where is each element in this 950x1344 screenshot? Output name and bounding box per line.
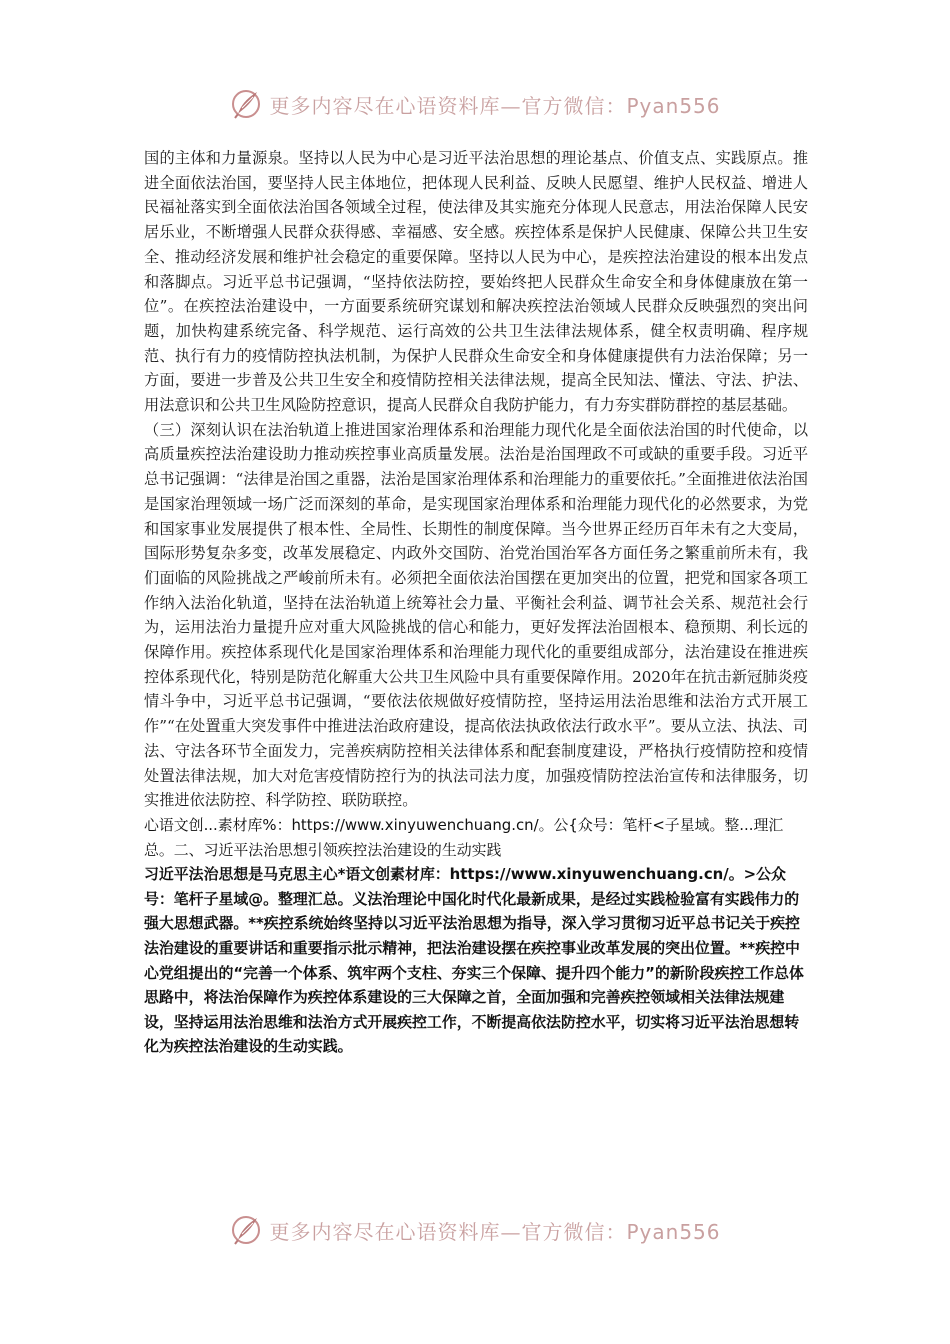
wechat-id: Pyan556: [626, 1219, 721, 1244]
header-watermark-banner: [0, 82, 950, 126]
pen-quill-logo-icon: [229, 1213, 263, 1247]
banner-text: 更多内容尽在心语资料库—官方微信：Pyan556: [269, 93, 721, 118]
watermark-section-heading: 心语文创...素材库%：https://www.xinyuwenchuang.cn/。公{众号：笔杆<子星域。整...理汇总。二、习近平法治思想引领疾控法治建设的生动实践: [144, 815, 784, 859]
paragraph-section-three: （三）深刻认识在法治轨道上推进国家治理体系和治理能力现代化是全面依法治国的时代使命，以高质量疾控法治建设助力推动疾控事业高质量发展。法治是治国理政不可或缺的重要手段。习近平总书记强调：“法律是治国之重器，法治是国家治理体系和治理能力的重要依托。”全面推进依法治国是国家治理领域一场广泛而深刻的革命，是实现国家治理体系和治理能力现代化的必然要求，为党和国家事业发展提供了根本性、全局性、长期性的制度保障。当今世界正经历百年未有之大变局，国际形势复杂多变，改革发展稳定、内政外交国防、治党治国治军各方面任务之繁重前所未有，我们面临的风险挑战之严峻前所未有。必须把全面依法治国摆在更加突出的位置，把党和国家各项工作纳入法治化轨道，坚持在法治轨道上统筹社会力量、平衡社会利益、调节社会关系、规范社会行为，运用法治力量提升应对重大风险挑战的信心和能力，更好发挥法治固根本、稳预期、利长远的保障作用。疾控体系现代化是国家治理体系和治理能力现代化的重要组成部分，法治建设在推进疾控体系现代化，特别是防范化解重大公共卫生风险中具有重要保障作用。2020年在抗击新冠肺炎疫情斗争中，习近平总书记强调，“要依法依规做好疫情防控，坚持运用法治思维和法治方式开展工作”“在处置重大突发事件中推进法治政府建设，提高依法执政依法行政水平”。要从立法、执法、司法、守法各环节全面发力，完善疾病防控相关法律体系和配套制度建设，严格执行疫情防控和疫情处置法律法规，加大对危害疫情防控行为的执法司法力度，加强疫情防控法治宣传和法律服务，切实推进依法防控、科学防控、联防联控。: [144, 420, 808, 810]
paragraph-people-centered: 国的主体和力量源泉。坚持以人民为中心是习近平法治思想的理论基点、价值支点、实践原点。推进全面依法治国，要坚持人民主体地位，把体现人民利益、反映人民愿望、维护人民权益、增进人民福祉落实到全面依法治国各领域全过程，使法律及其实施充分体现人民意志，用法治保障人民安居乐业，不断增强人民群众获得感、幸福感、安全感。疾控体系是保护人民健康、保障公共卫生安全、推动经济发展和维护社会稳定的重要保障。坚持以人民为中心，是疾控法治建设的根本出发点和落脚点。习近平总书记强调，“坚持依法防控，要始终把人民群众生命安全和身体健康放在第一位”。在疾控法治建设中，一方面要系统研究谋划和解决疾控法治领域人民群众反映强烈的突出问题，加快构建系统完备、科学规范、运行高效的公共卫生法律法规体系，健全权责明确、程序规范、执行有力的疫情防控执法机制，为保护人民群众生命安全和身体健康提供有力法治保障；另一方面，要进一步普及公共卫生安全和疫情防控相关法律法规，提高全民知法、懂法、守法、护法、用法意识和公共卫生风险防控意识，提高人民群众自我防护能力，有力夯实群防群控的基层基础。: [144, 149, 808, 415]
wechat-id: Pyan556: [626, 93, 721, 118]
pen-quill-logo-icon: [229, 87, 263, 121]
banner-text: 更多内容尽在心语资料库—官方微信：Pyan556: [269, 1219, 721, 1244]
document-body: [144, 146, 808, 1059]
paragraph-practice: 习近平法治思想是马克思主心*语文创素材库：https://www.xinyuwenchuang.cn/。>公众号：笔杆子星域@。整理汇总。义法治理论中国化时代化最新成果，是经过实践检验富有实践伟力的强大思想武器。**疾控系统始终坚持以习近平法治思想为指导，深入学习贯彻习近平总书记关于疾控法治建设的重要讲话和重要指示批示精神，把法治建设摆在疾控事业改革发展的突出位置。**疾控中心党组提出的“完善一个体系、筑牢两个支柱、夯实三个保障、提升四个能力”的新阶段疾控工作总体思路中，将法治保障作为疾控体系建设的三大保障之首，全面加强和完善疾控领域相关法律法规建设，坚持运用法治思维和法治方式开展疾控工作，不断提高依法防控水平，切实将习近平法治思想转化为疾控法治建设的生动实践。: [144, 865, 804, 1056]
footer-watermark-banner: [0, 1208, 950, 1252]
